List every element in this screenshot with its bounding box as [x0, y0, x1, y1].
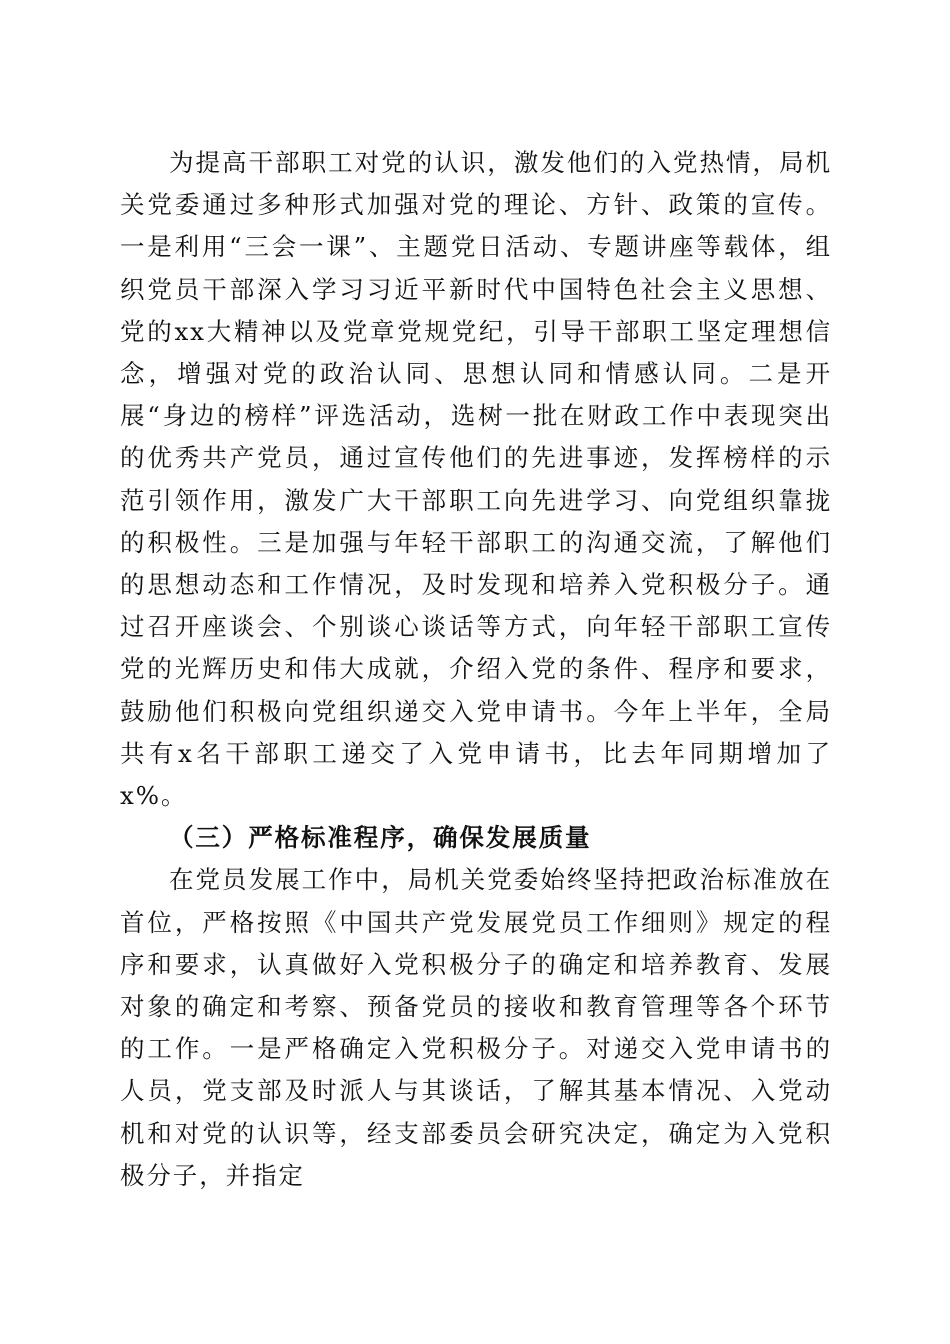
paragraph-development-quality: 在党员发展工作中，局机关党委始终坚持把政治标准放在首位，严格按照《中国共产党发展党员工作细则》规定的程序和要求，认真做好入党积极分子的确定和培养教育、发展对象的确定和考察、预备党员的接收和教育管理等各个环节的工作。一是严格确定入党积极分子。对递交入党申请书的人员，党支部及时派人与其谈话，了解其基本情况、入党动机和对党的认识等，经支部委员会研究决定，确定为入党积极分子，并指定 — [120, 865, 832, 1190]
document-body — [120, 142, 832, 1197]
section-heading-three: （三）严格标准程序，确保发展质量 — [169, 823, 592, 853]
paragraph-party-awareness: 为提高干部职工对党的认识，激发他们的入党热情，局机关党委通过多种形式加强对党的理论、方针、政策的宣传。一是利用“三会一课”、主题党日活动、专题讲座等载体，组织党员干部深入学习习近平新时代中国特色社会主义思想、党的xx大精神以及党章党规党纪，引导干部职工坚定理想信念，增强对党的政治认同、思想认同和情感认同。二是开展“身边的榜样”评选活动，选树一批在财政工作中表现突出的优秀共产党员，通过宣传他们的先进事迹，发挥榜样的示范引领作用，激发广大干部职工向先进学习、向党组织靠拢的积极性。三是加强与年轻干部职工的沟通交流，了解他们的思想动态和工作情况，及时发现和培养入党积极分子。通过召开座谈会、个别谈心谈话等方式，向年轻干部职工宣传党的光辉历史和伟大成就，介绍入党的条件、程序和要求，鼓励他们积极向党组织递交入党申请书。今年上半年，全局共有x名干部职工递交了入党申请书，比去年同期增加了x%。 — [120, 148, 832, 811]
